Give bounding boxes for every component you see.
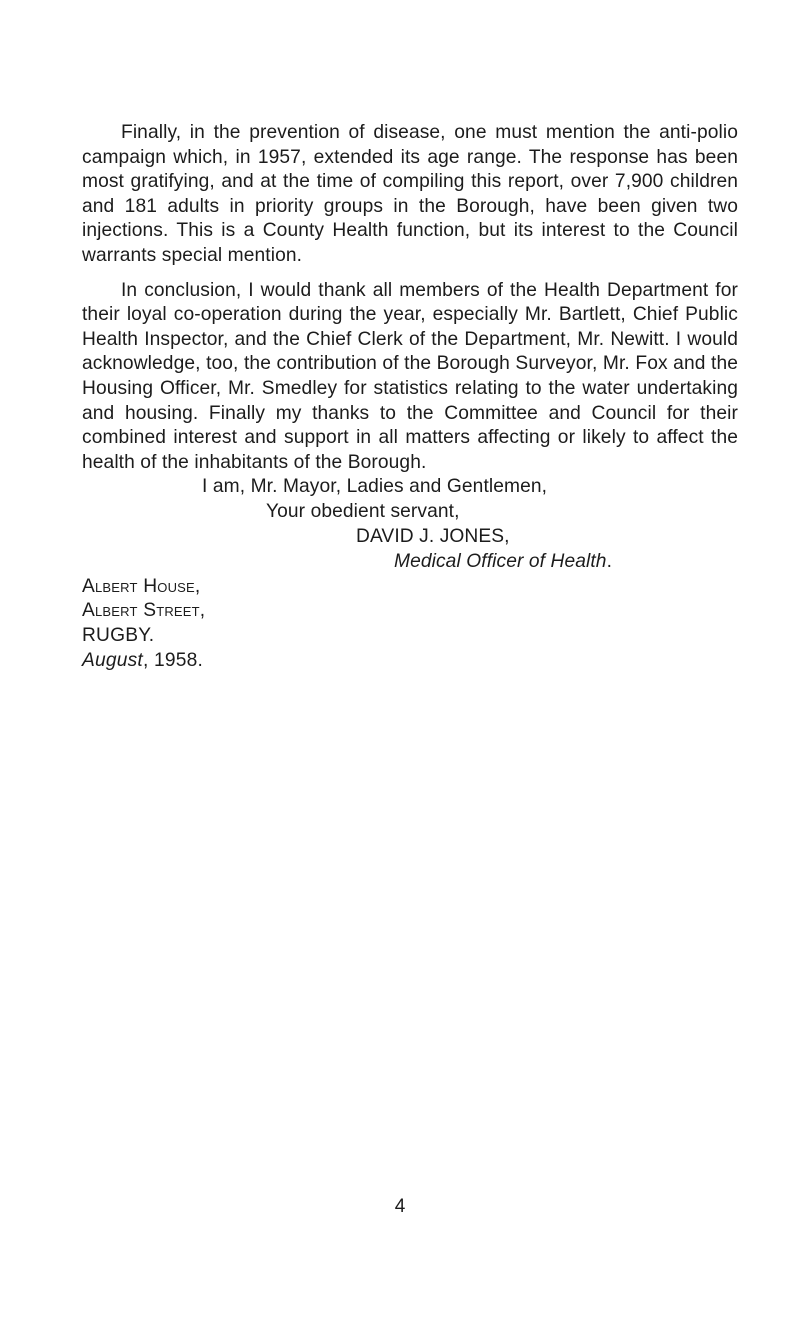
address-line-1: Albert House, [82,575,201,597]
letter-date [82,649,738,674]
address-line-2: Albert Street, [82,600,206,622]
salutation-line: I am, Mr. Mayor, Ladies and Gentlemen, [202,476,548,498]
paragraph-conclusion: In conclusion, I would thank all members of the Health Department for their loyal co-operation during the year, especially Mr. Bartlett, Chief Public Health Inspector, and the Chief Clerk of the Department, Mr. Newitt. I would acknowledge, too, the contribution of the Borough Surveyor, Mr. Fox and the Housing Officer, Mr. Smedley for statistics relating to the water undertaking and housing. Finally my thanks to the Committee and Council for their combined interest and support in all matters affecting or likely to affect the health of the inhabitants of the Borough. [82,279,738,473]
signatory-title-text: Medical Officer of Health [394,550,607,572]
signatory-title [82,550,738,575]
letter-page [82,121,738,674]
page-number: 4 [394,1196,406,1217]
address-line-3: RUGBY. [82,625,155,647]
address-block [82,575,738,674]
paragraph-anti-polio: Finally, in the prevention of disease, one must mention the anti-polio campaign which, in 1957, extended its age range. The response has been most gratifying, and at the time of compiling this report, over 7,900 children and 181 adults in priority groups in the Borough, have been given two injections. This is a County Health function, but its interest to the Council warrants special mention. [82,122,738,266]
valediction-line: Your obedient servant, [266,501,460,523]
signatory-name: DAVID J. JONES, [356,525,510,547]
letter-date-month: August [82,649,143,671]
signatory-title-period: . [606,550,613,572]
closing-block [82,475,738,574]
letter-date-rest: , 1958. [142,649,204,671]
